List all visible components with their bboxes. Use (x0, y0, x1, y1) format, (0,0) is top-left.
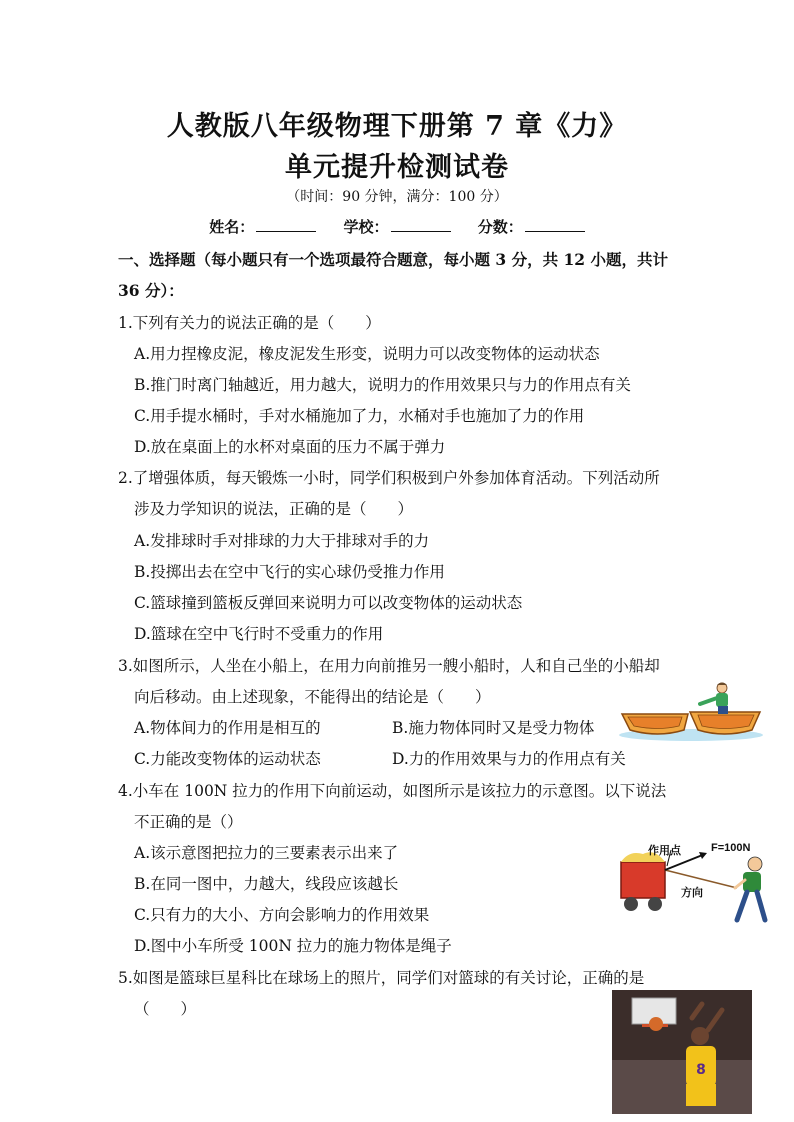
crowd (612, 1060, 752, 1114)
section-heading-cont: 36 分）： (118, 281, 184, 300)
puller-shirt (743, 872, 761, 892)
question-3-option-d: D.力的作用效果与力的作用点有关 (392, 750, 626, 768)
school-blank[interactable] (391, 217, 451, 232)
school-label: 学校： (343, 218, 389, 236)
cart-wheel-left (624, 897, 638, 911)
question-2-option-a: A.发排球时手对排球的力大于排球对手的力 (134, 532, 430, 550)
label-direction: 方向 (681, 887, 703, 899)
question-5-stem-cont: （ ） (134, 1000, 197, 1018)
question-3-option-c: C.力能改变物体的运动状态 (134, 750, 321, 768)
question-3-stem-cont: 向后移动。由上述现象，不能得出的结论是（ ） (134, 688, 491, 706)
question-3-option-b: B.施力物体同时又是受力物体 (392, 719, 595, 737)
section-heading: 一、选择题（每小题只有一个选项最符合题意，每小题 3 分，共 12 小题，共计 (118, 250, 668, 269)
question-1-option-c: C.用手提水桶时，手对水桶施加了力，水桶对手也施加了力的作用 (134, 407, 585, 425)
question-1-option-a: A.用力捏橡皮泥，橡皮泥发生形变，说明力可以改变物体的运动状态 (134, 345, 600, 363)
cart-wheel-right (648, 897, 662, 911)
name-label: 姓名： (209, 218, 255, 236)
question-2-option-c: C.篮球撞到篮板反弹回来说明力可以改变物体的运动状态 (134, 594, 523, 612)
question-1-stem: 1.下列有关力的说法正确的是（ ） (118, 314, 381, 332)
document-title: 人教版八年级物理下册第 7 章《力》 (166, 111, 628, 142)
student-fields (0, 216, 794, 237)
score-label: 分数： (477, 218, 523, 236)
cart-drawing (615, 832, 775, 932)
person-legs (718, 706, 728, 714)
cart-body (621, 862, 665, 898)
question-4-option-d: D.图中小车所受 100N 拉力的施力物体是绳子 (134, 937, 452, 955)
question-1-option-d: D.放在桌面上的水杯对桌面的压力不属于弹力 (134, 438, 446, 456)
question-2-option-d: D.篮球在空中飞行时不受重力的作用 (134, 625, 384, 643)
document-subtitle: 单元提升检测试卷 (285, 152, 509, 183)
exam-info: （时间：90 分钟，满分：100 分） (286, 189, 508, 205)
name-blank[interactable] (256, 217, 316, 232)
label-force: F=100N (711, 842, 751, 854)
puller-legs (737, 892, 765, 920)
question-4-option-c: C.只有力的大小、方向会影响力的作用效果 (134, 906, 430, 924)
question-2-option-b: B.投掷出去在空中飞行的实心球仍受推力作用 (134, 563, 445, 581)
question-5-stem: 5.如图是篮球巨星科比在球场上的照片，同学们对篮球的有关讨论，正确的是 (118, 969, 645, 987)
puller-head (748, 857, 762, 871)
question-1-option-b: B.推门时离门轴越近，用力越大，说明力的作用效果只与力的作用点有关 (134, 376, 631, 394)
basketball-photo (612, 990, 752, 1114)
right-boat-inner (698, 715, 754, 729)
question-3-stem: 3.如图所示，人坐在小船上，在用力向前推另一艘小船时，人和自己坐的小船却 (118, 657, 660, 675)
question-2-stem-cont: 涉及力学知识的说法，正确的是（ ） (134, 500, 414, 518)
score-blank[interactable] (525, 217, 585, 232)
question-4-option-a: A.该示意图把拉力的三要素表示出来了 (134, 844, 399, 862)
question-4-stem-cont: 不正确的是（） (134, 813, 243, 831)
basketball (649, 1017, 663, 1031)
player-shorts (686, 1084, 716, 1106)
cart-figure (615, 832, 775, 932)
left-boat-inner (628, 717, 682, 729)
person-shirt (716, 693, 728, 707)
boats-figure (618, 680, 764, 742)
label-point: 作用点 (648, 845, 681, 857)
jersey-number: 8 (696, 1062, 706, 1078)
question-4-stem: 4.小车在 100N 拉力的作用下向前运动，如图所示是该拉力的示意图。以下说法 (118, 782, 667, 800)
question-2-stem: 2.了增强体质，每天锻炼一小时，同学们积极到户外参加体育活动。下列活动所 (118, 469, 660, 487)
question-4-option-b: B.在同一图中，力越大，线段应该越长 (134, 875, 399, 893)
question-3-option-a: A.物体间力的作用是相互的 (134, 719, 321, 737)
